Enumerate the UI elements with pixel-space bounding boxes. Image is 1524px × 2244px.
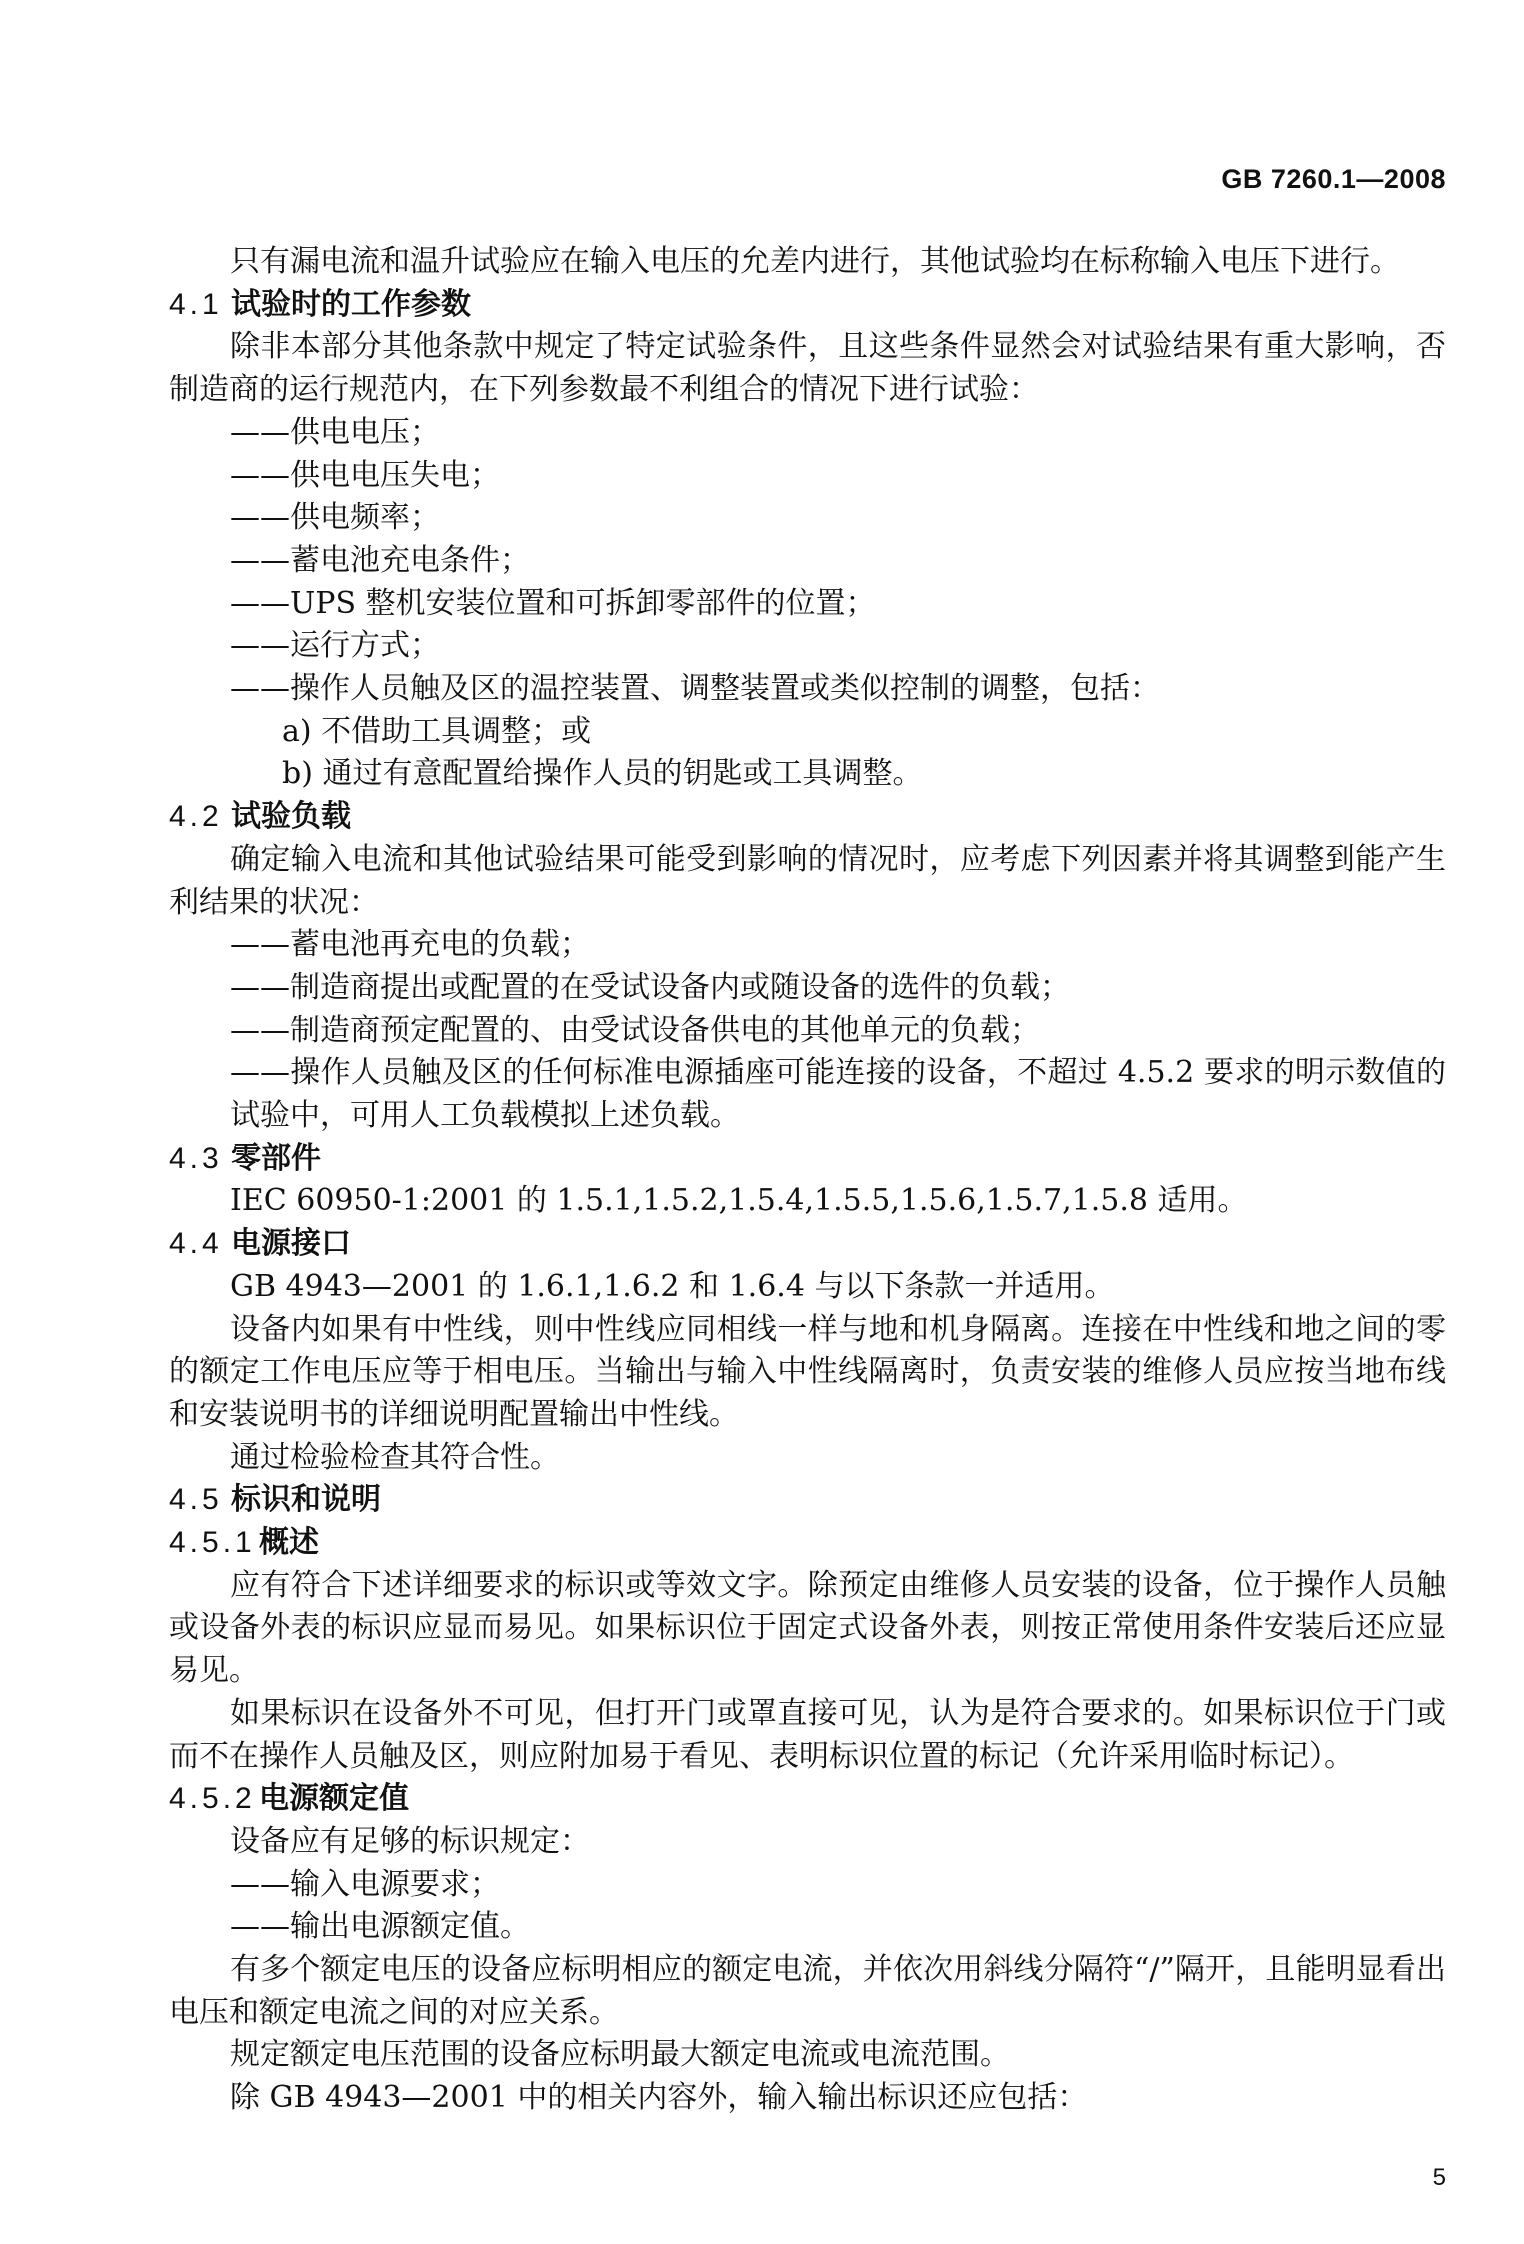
section-heading	[169, 795, 351, 838]
section-heading	[169, 1137, 321, 1180]
section-title: 概述	[259, 1525, 319, 1560]
section-number: 4.1	[169, 287, 223, 321]
section-title: 试验时的工作参数	[231, 286, 471, 322]
section-number: 4.5.1	[169, 1526, 256, 1559]
text-line: 试验中，可用人工负载模拟上述负载。	[230, 1098, 740, 1133]
text-line: ——操作人员触及区的任何标准电源插座可能连接的设备，不超过 4.5.2 要求的明示数值的	[230, 1055, 1446, 1091]
section-title: 零部件	[231, 1140, 321, 1176]
page-number: 5	[1432, 2164, 1446, 2191]
text-line: ——UPS 整机安装位置和可拆卸零部件的位置；	[230, 585, 876, 621]
text-line: 设备内如果有中性线，则中性线应同相线一样与地和机身隔离。连接在中性线和地之间的零	[230, 1311, 1446, 1347]
text-line: 电压和额定电流之间的对应关系。	[169, 1994, 619, 2030]
text-line: 而不在操作人员触及区，则应附加易于看见、表明标识位置的标记（允许采用临时标记）。	[169, 1738, 1354, 1774]
section-number: 4.2	[169, 800, 223, 834]
section-heading	[169, 283, 471, 326]
section-heading	[169, 1222, 351, 1265]
section-title: 电源接口	[231, 1226, 351, 1262]
text-line: ——蓄电池再充电的负载；	[230, 927, 590, 963]
text-line: GB 4943—2001 的 1.6.1,1.6.2 和 1.6.4 与以下条款一并适用。	[230, 1268, 1115, 1304]
text-line: ——蓄电池充电条件；	[230, 542, 530, 578]
section-title: 标识和说明	[231, 1482, 381, 1518]
text-line: IEC 60950-1:2001 的 1.5.1,1.5.2,1.5.4,1.5.5,1.5.6,1.5.7,1.5.8 适用。	[230, 1183, 1248, 1219]
text-line: 确定输入电流和其他试验结果可能受到影响的情况时，应考虑下列因素并将其调整到能产生	[230, 841, 1446, 877]
text-line: ——制造商预定配置的、由受试设备供电的其他单元的负载；	[230, 1012, 1040, 1048]
text-line: 设备应有足够的标识规定：	[230, 1823, 590, 1859]
text-line: ——输出电源额定值。	[230, 1909, 530, 1945]
text-line: ——运行方式；	[230, 628, 440, 664]
list-subitem: b) 通过有意配置给操作人员的钥匙或工具调整。	[282, 756, 923, 792]
text-line: 制造商的运行规范内，在下列参数最不利组合的情况下进行试验：	[169, 372, 1039, 408]
text-line: 和安装说明书的详细说明配置输出中性线。	[169, 1396, 739, 1432]
text-line: 除非本部分其他条款中规定了特定试验条件，且这些条件显然会对试验结果有重大影响，否	[230, 329, 1446, 365]
text-line: 的额定工作电压应等于相电压。当输出与输入中性线隔离时，负责安装的维修人员应按当地布线	[169, 1354, 1446, 1390]
text-line: 规定额定电压范围的设备应标明最大额定电流或电流范围。	[230, 2037, 1010, 2073]
section-heading	[169, 1777, 409, 1820]
section-heading	[169, 1478, 381, 1521]
section-number: 4.5.2	[169, 1782, 256, 1816]
text-line: ——供电频率；	[230, 500, 440, 536]
list-subitem: a) 不借助工具调整；或	[282, 713, 592, 749]
text-line: 除 GB 4943—2001 中的相关内容外，输入输出标识还应包括：	[230, 2080, 1088, 2116]
section-heading	[169, 1521, 319, 1564]
standard-code-header: GB 7260.1—2008	[1221, 164, 1446, 194]
section-title: 试验负载	[231, 799, 351, 835]
text-line: 或设备外表的标识应显而易见。如果标识位于固定式设备外表，则按正常使用条件安装后还应显	[169, 1610, 1446, 1646]
text-line: 通过检验检查其符合性。	[230, 1439, 560, 1475]
section-number: 4.3	[169, 1141, 223, 1175]
section-number: 4.4	[169, 1227, 223, 1261]
text-line: 应有符合下述详细要求的标识或等效文字。除预定由维修人员安装的设备，位于操作人员触	[230, 1567, 1446, 1603]
text-line: ——操作人员触及区的温控装置、调整装置或类似控制的调整，包括：	[230, 671, 1160, 706]
text-line: 只有漏电流和温升试验应在输入电压的允差内进行，其他试验均在标称输入电压下进行。	[230, 244, 1400, 279]
text-line: ——供电电压失电；	[230, 457, 500, 493]
section-number: 4.5	[169, 1483, 223, 1517]
text-line: 利结果的状况：	[169, 884, 379, 920]
section-title: 电源额定值	[259, 1781, 409, 1817]
text-line: 易见。	[169, 1653, 259, 1689]
text-line: ——供电电压；	[230, 414, 440, 450]
text-line: ——输入电源要求；	[230, 1866, 500, 1902]
text-line: ——制造商提出或配置的在受试设备内或随设备的选件的负载；	[230, 969, 1070, 1005]
text-line: 如果标识在设备外不可见，但打开门或罩直接可见，认为是符合要求的。如果标识位于门或	[230, 1695, 1446, 1731]
text-line: 有多个额定电压的设备应标明相应的额定电流，并依次用斜线分隔符“/”隔开，且能明显看出	[230, 1952, 1446, 1987]
